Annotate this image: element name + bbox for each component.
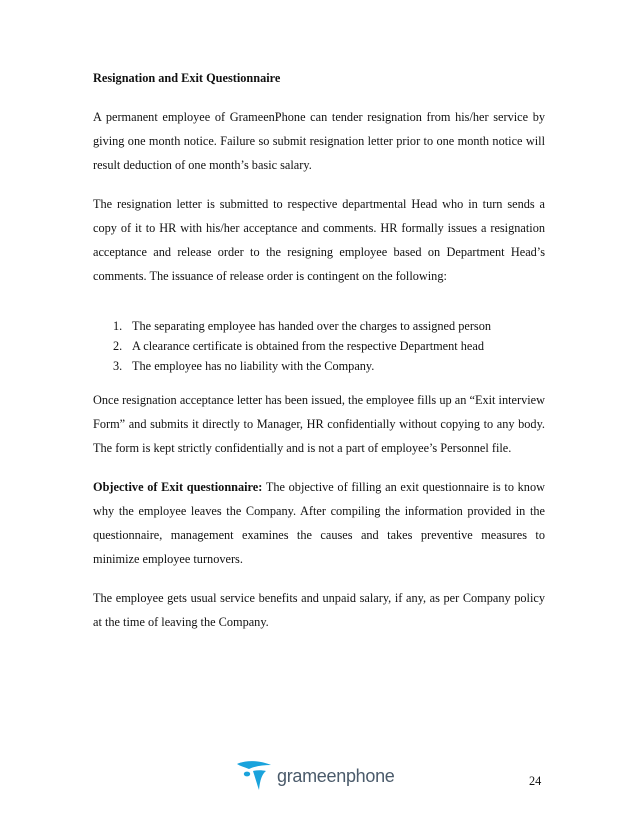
logo-text: grameenphone (277, 765, 395, 786)
objective-text: The objective of filling an exit questionnaire is to know why the employee leaves the Company. After compiling the information provided in the questionnaire, management examines the causes and takes preventive measures to minimize employee turnovers. (93, 480, 545, 566)
list-item-number: 2. (113, 339, 123, 353)
paragraph-objective (93, 475, 545, 571)
list-item (93, 336, 545, 356)
page-number: 24 (529, 774, 542, 788)
paragraph-exit-interview: Once resignation acceptance letter has been issued, the employee fills up an “Exit interview Form” and submits it directly to Manager, HR confidentially without copying to any body. The form is kept strictly confidentially and is not a part of employee’s Personnel file. (93, 393, 545, 455)
list-item-number: 1. (113, 319, 123, 333)
list-item-text: A clearance certificate is obtained from the respective Department head (132, 339, 484, 353)
list-item-text: The employee has no liability with the Company. (132, 359, 375, 373)
release-conditions-list (93, 316, 545, 376)
section-heading: Resignation and Exit Questionnaire (93, 71, 281, 85)
paragraph-benefits: The employee gets usual service benefits and unpaid salary, if any, as per Company policy at the time of leaving the Company. (93, 591, 545, 629)
grameenphone-logo-icon (233, 758, 275, 794)
objective-lead: Objective of Exit questionnaire: (93, 480, 263, 494)
list-item-text: The separating employee has handed over the charges to assigned person (132, 319, 491, 333)
paragraph-resignation-letter: The resignation letter is submitted to respective departmental Head who in turn sends a copy of it to HR with his/her acceptance and comments. HR formally issues a resignation acceptance and release order to the resigning employee based on Department Head’s comments. The issuance of release order is contingent on the following: (93, 197, 545, 283)
list-item (93, 316, 545, 336)
list-item (93, 356, 545, 376)
paragraph-notice: A permanent employee of GrameenPhone can tender resignation from his/her service by giving one month notice. Failure so submit resignation letter prior to one month notice will result deduction of one month’s basic salary. (93, 110, 545, 172)
list-item-number: 3. (113, 359, 123, 373)
grameenphone-logo (233, 758, 395, 794)
document-page (93, 66, 545, 649)
